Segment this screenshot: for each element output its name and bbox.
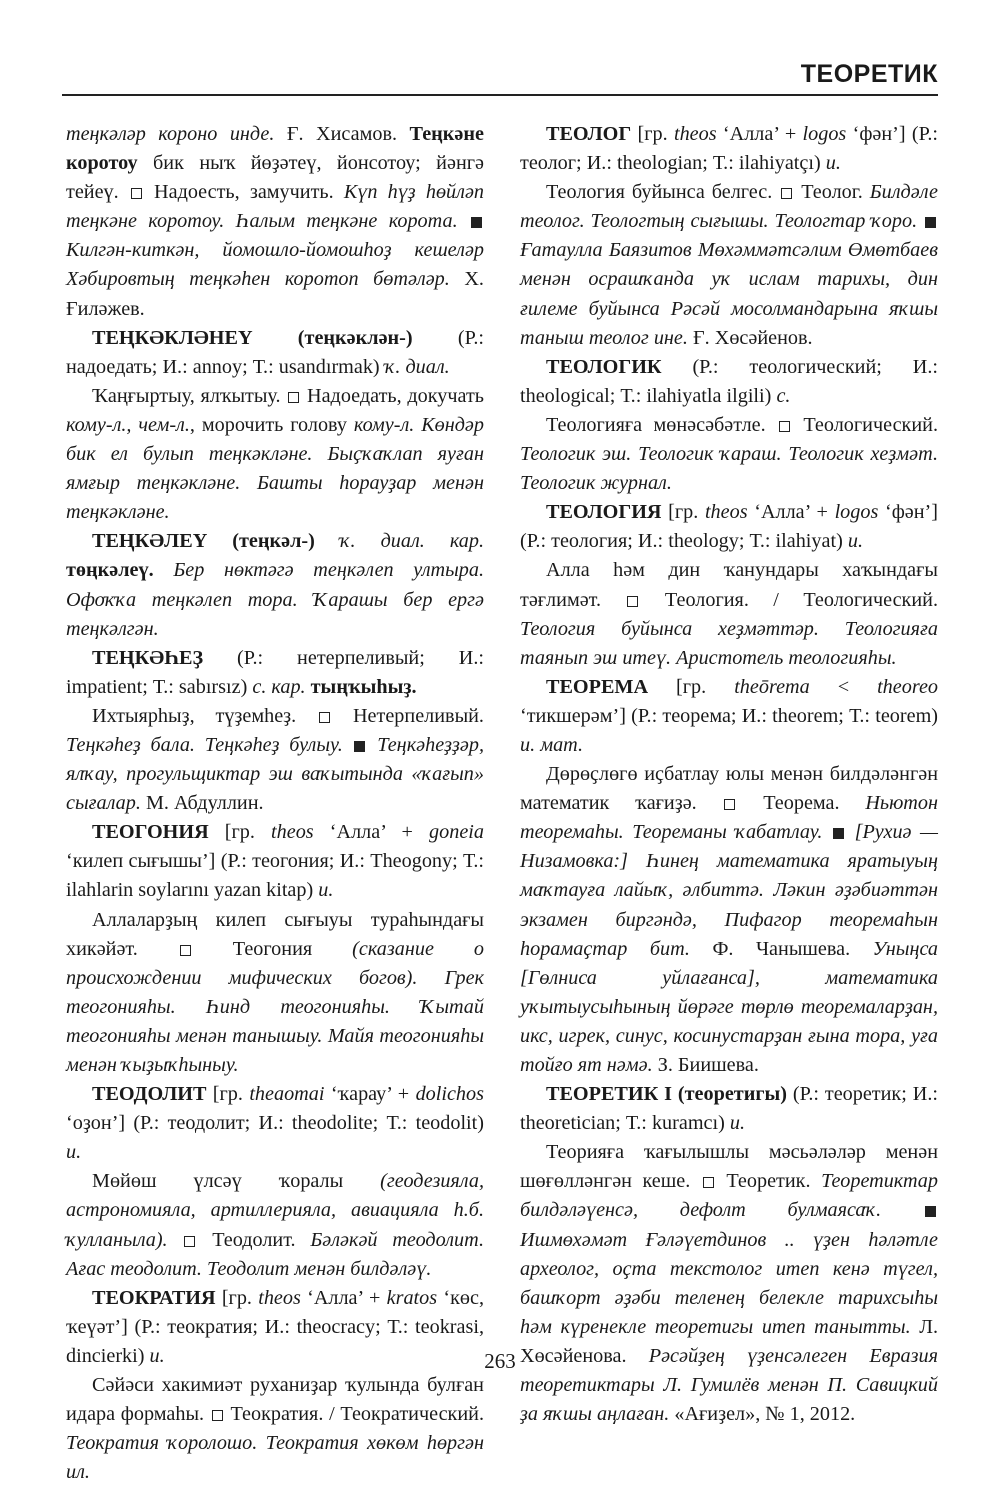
- italic-text: logos: [834, 501, 879, 524]
- text-span: «Ағиҙел», № 1, 2012.: [669, 1403, 856, 1426]
- text-span: Алла һәм дин ҡанундары хаҡындағы тәғлимәт.: [520, 559, 938, 611]
- right-column: [520, 120, 938, 1429]
- text-span: Теологияға мөнәсәбәтле.: [546, 413, 778, 436]
- headword: ТЕОРЕТИК I (теоретигы): [546, 1083, 787, 1106]
- italic-text: Билдәле теолог. Теологтың сығышы. Теологтар ҡоро.: [520, 181, 938, 233]
- text-span: Теодолит.: [197, 1228, 311, 1251]
- italic-text: Күп һүҙ һөйләп теңкәне коротоу. Һалым теңкәне корота.: [66, 181, 484, 233]
- text-span: [гр.: [648, 675, 735, 698]
- filled-square-icon: [354, 741, 365, 752]
- italic-text: Ньютон теоремаһы. Теореманы ҡабатлау.: [520, 792, 938, 844]
- text-span: Теология. / Теологический.: [640, 588, 939, 611]
- dictionary-paragraph: [520, 760, 938, 1080]
- text-span: ‘килеп сығышы’] (Р.: теогония; И.: Theogony; Т.: ilahlarin soylarını yazan kitap): [66, 850, 484, 902]
- italic-text: Рәсәйҙең үҙенсәлеген Евразия теоретиктары Л. Гумилёв менән П. Савицкий ҙа яҡшы аңлаған.: [520, 1344, 938, 1426]
- filled-square-icon: [833, 828, 844, 839]
- text-span: (Р.: нетерпеливый; И.: impatient; Т.: sabırsız): [66, 646, 484, 698]
- text-span: Теологический.: [792, 413, 939, 436]
- text-span: [315, 530, 340, 552]
- text-span: (Р.: надоедать; И.: annoy; Т.: usandırmak): [66, 326, 484, 378]
- italic-text: с. кар.: [252, 675, 306, 698]
- filled-square-icon: [925, 217, 936, 228]
- text-span: ‘оҙон’] (Р.: теодолит; И.: theodolite; Т.: teodolit): [66, 1112, 484, 1135]
- text-span: Теолог.: [794, 181, 870, 204]
- text-span: [168, 1229, 183, 1251]
- italic-text: Теңкәһеҙҙәр, ялҡау, прогульщиктар эш ваҡытында «ҡағып» сығалар.: [66, 733, 485, 815]
- filled-square-icon: [925, 1206, 936, 1217]
- text-span: Х. Ғиләжев.: [66, 268, 484, 320]
- headword: ТЕОГОНИЯ: [92, 821, 209, 844]
- dictionary-paragraph: [66, 818, 484, 905]
- open-square-icon: [184, 1236, 195, 1247]
- dictionary-paragraph: [520, 353, 938, 411]
- dictionary-paragraph: [66, 382, 484, 527]
- italic-text: theos: [673, 123, 717, 145]
- dictionary-paragraph: [520, 673, 938, 760]
- text-span: Надоедать, докучать: [301, 384, 484, 407]
- dictionary-paragraph: [66, 702, 484, 818]
- text-span: бик ныҡ йөҙәтеү, йонсотоу; йәнгә тейеү.: [66, 152, 484, 204]
- text-span: [343, 734, 353, 756]
- text-span: ‘ҡарау’ +: [324, 1083, 416, 1106]
- dictionary-paragraph: [66, 324, 484, 382]
- text-span: Нетерпеливый.: [332, 704, 484, 727]
- header-rule: [62, 94, 938, 96]
- open-square-icon: [131, 188, 142, 199]
- italic-text: кому-л. Көндәр бик ел булып теңкәкләне. Быҫҡаҡлап яуған ямғыр теңкәкләне. Башты һорауҙар менән теңкәкләне.: [66, 413, 484, 524]
- text-span: Теократия. / Теократический.: [224, 1403, 485, 1426]
- dictionary-paragraph: [520, 411, 938, 498]
- text-span: Теология буйынса белгес.: [546, 181, 780, 204]
- headword: ТЕОЛОГ: [546, 123, 632, 145]
- dictionary-paragraph: [66, 1167, 484, 1283]
- text-span: [гр.: [215, 1286, 259, 1309]
- dictionary-paragraph: [520, 178, 938, 353]
- dictionary-paragraph: [520, 498, 938, 556]
- text-span: Л. Хөсәйенова.: [520, 1315, 938, 1367]
- text-span: Мөйөш үлсәү ҡоралы: [92, 1170, 381, 1193]
- open-square-icon: [703, 1177, 714, 1188]
- italic-text: Ғатаулла Баязитов Мөхәммәтсәлим Өмөтбаев менән осрашҡанда уҡ ислам тарихы, дин ғилеме буйынса Рәсәй мосолмандарына яҡшы таныш теолог ине.: [520, 239, 938, 349]
- italic-text: Теологик эш. Теологик ҡараш. Теологик хеҙмәт. Теологик журнал.: [520, 443, 938, 495]
- text-span: (Р.: теоретик; И.: theoretician; Т.: kuramcı): [520, 1083, 938, 1135]
- italic-text: [Рухиә — Низамовка:] Һинең математика яратыуың маҡтауға лайыҡ, әлбиттә. Ләкин әҙәбиәттән экзамен биргәндә, Пифагор теоремаһын һорамаҫтар бит.: [520, 821, 939, 960]
- italic-text: кому-л., чем-л.: [66, 413, 190, 436]
- dictionary-paragraph: [66, 644, 484, 702]
- headword: ТЕОДОЛИТ: [92, 1083, 207, 1106]
- headword: төңкәлеү.: [66, 559, 154, 582]
- headword: ТЕОКРАТИЯ: [92, 1286, 216, 1309]
- italic-text: theoreo: [877, 675, 938, 698]
- open-square-icon: [319, 712, 330, 723]
- italic-text: Бәләкәй теодолит. Ағас теодолит. Теодолит менән билдәләү.: [66, 1228, 484, 1280]
- text-span: ‘Алла’ +: [716, 123, 803, 145]
- text-span: [881, 1199, 923, 1221]
- text-span: Аллаларҙың килеп сығыуы тураһындағы хикәйәт.: [66, 908, 484, 960]
- text-span: [154, 559, 174, 581]
- text-span: Ф. Чанышева.: [689, 937, 873, 960]
- text-span: , морочить голову: [189, 413, 354, 436]
- italic-text: theos: [258, 1286, 301, 1309]
- headword: ТЕОЛОГИК: [546, 355, 662, 378]
- italic-text: Теократия ҡоролошо. Теократия хөкөм һөргән ил.: [66, 1432, 484, 1484]
- italic-text: Уныңса [Гөлниса уйлағанса], математика уҡытыусыһының йөрәге төрлө теоремаларҙан, икс, игрек, синус, косинустарҙан ғына тора, уға тойғо ят нәмә.: [520, 937, 938, 1076]
- filled-square-icon: [471, 217, 482, 228]
- running-head: ТЕОРЕТИК: [800, 60, 938, 88]
- italic-text: ҡ. диал. кар.: [339, 530, 484, 553]
- text-span: ‘фән’] (Р.: теолог; И.: theologian; Т.: ilahiyatçı): [520, 123, 938, 175]
- open-square-icon: [779, 421, 790, 432]
- page-number: 263: [484, 1349, 516, 1373]
- headword: тыңҡыһыҙ.: [310, 675, 417, 698]
- text-span: [гр.: [661, 501, 705, 524]
- text-span: [822, 821, 831, 843]
- italic-text: Теоретиктар билдәләүенсә, дефолт булмаясаҡ.: [520, 1170, 938, 1222]
- open-square-icon: [212, 1410, 223, 1421]
- italic-text: и. мат.: [520, 733, 584, 756]
- dictionary-paragraph: [520, 120, 938, 178]
- text-span: ‘Алла’ +: [313, 821, 430, 844]
- text-span: З. Биишева.: [652, 1054, 759, 1076]
- italic-text: теңкәләр короно инде.: [66, 123, 275, 145]
- text-span: ‘Алла’ +: [747, 501, 835, 524]
- italic-text: и.: [847, 530, 863, 553]
- dictionary-paragraph: [66, 906, 484, 1081]
- text-span: ‘тикшерәм’] (Р.: теорема; И.: theorem; Т.: teorem): [520, 704, 938, 727]
- open-square-icon: [288, 392, 299, 403]
- text-span: Ихтыярһыҙ, түҙемһеҙ.: [92, 704, 318, 727]
- text-span: Теорияға ҡағылышлы мәсьәләләр менән шөғөлләнгән кеше.: [520, 1141, 938, 1193]
- text-span: (Р.: теологический; И.: theological; Т.: ilahiyatla ilgili): [520, 355, 938, 407]
- headword: Теңкәне коротоу: [66, 123, 484, 175]
- text-span: Сәйәси хакимиәт руханиҙар ҡулында булған идара формаһы.: [66, 1374, 484, 1426]
- text-span: Теоретик.: [715, 1170, 822, 1193]
- text-span: Теорема.: [737, 792, 866, 815]
- text-span: Ҡаңғыртыу, ялҡытыу.: [92, 384, 287, 407]
- italic-text: Ишмөхәмәт Ғәләүетдинов .. үҙен һәләтле археолог, оҫта текстолог итеп кенә түгел, башҡорт әҙәби теленең белекле тарихсыһы һәм күренекле теоретигы итеп танытты.: [520, 1228, 938, 1338]
- italic-text: Теңкәһеҙ бала. Теңкәһеҙ булыу.: [66, 733, 343, 756]
- italic-text: Килгән-киткән, йомошло-йомошһоҙ кешеләр Хәбировтың теңкәһен коротоп бөтәләр.: [66, 239, 484, 291]
- italic-text: и.: [318, 879, 334, 902]
- headword: ТЕҢКӘЛЕҮ (теңкәл-): [92, 530, 315, 553]
- italic-text: theos: [271, 821, 314, 844]
- italic-text: и.: [149, 1344, 165, 1367]
- dictionary-paragraph: [66, 527, 484, 643]
- italic-text: theos: [704, 501, 748, 524]
- italic-text: и.: [729, 1112, 745, 1135]
- italic-text: Теология буйынса хеҙмәттәр. Теологияға таянып эш итеү. Аристотель теологияһы.: [520, 617, 938, 669]
- dictionary-paragraph: [66, 1080, 484, 1167]
- dictionary-paragraph: [520, 556, 938, 672]
- italic-text: ҡ. диал.: [384, 355, 450, 378]
- dictionary-paragraph: [520, 1138, 938, 1429]
- italic-text: и.: [825, 152, 841, 175]
- headword: ТЕОЛОГИЯ: [546, 501, 662, 524]
- text-span: [367, 734, 377, 756]
- dictionary-paragraph: [66, 1371, 484, 1487]
- text-span: Надоесть, замучить.: [143, 181, 344, 204]
- text-span: [458, 210, 469, 232]
- italic-text: (геодезияла, астрономияла, артиллерияла, авиацияла һ.б. ҡулланыла).: [66, 1170, 484, 1251]
- italic-text: theōrema: [734, 675, 810, 698]
- text-span: Ғ. Хисамов.: [274, 123, 410, 145]
- italic-text: theaomai: [249, 1083, 325, 1106]
- text-span: [846, 821, 855, 843]
- text-span: Теогония: [192, 937, 353, 960]
- open-square-icon: [724, 799, 735, 810]
- dictionary-paragraph: [520, 1080, 938, 1138]
- italic-text: (сказание о происхождении мифических богов). Грек теогонияһы. Һинд теогонияһы. Ҡытай теогонияһы менән танышыу. Майя теогонияһы менән ҡыҙыҡһыныу.: [66, 937, 484, 1076]
- open-square-icon: [781, 188, 792, 199]
- italic-text: goneia: [429, 821, 484, 844]
- text-span: [гр.: [631, 123, 674, 145]
- text-span: [гр.: [208, 821, 272, 844]
- text-span: М. Абдуллин.: [140, 792, 264, 815]
- text-span: [917, 210, 923, 232]
- italic-text: dolichos: [415, 1083, 484, 1106]
- text-span: <: [809, 675, 878, 698]
- italic-text: logos: [802, 123, 847, 145]
- headword: ТЕОРЕМА: [546, 675, 649, 698]
- headword: ТЕҢКӘҺЕҘ: [92, 646, 204, 669]
- text-span: Ғ. Хөсәйенов.: [687, 326, 813, 349]
- text-span: ‘фән’] (Р.: теология; И.: theology; Т.: ilahiyat): [520, 501, 938, 553]
- italic-text: с.: [776, 384, 791, 407]
- italic-text: Бер нөктәгә теңкәлеп ултыра. Офоҡҡа теңкәлеп тора. Ҡарашы бер ергә теңкәлгән.: [66, 559, 484, 640]
- open-square-icon: [627, 596, 638, 607]
- headword: ТЕҢКӘКЛӘНЕҮ (теңкәклән-): [92, 326, 413, 349]
- text-span: [гр.: [206, 1083, 250, 1106]
- left-column: [66, 120, 484, 1487]
- italic-text: kratos: [386, 1286, 438, 1309]
- text-span: ‘көс, ҡеүәт’] (Р.: теократия; И.: theocracy; Т.: teokrasi, dincierki): [66, 1286, 484, 1367]
- text-span: Дөрөҫлөгө иҫбатлау юлы менән билдәләнгән математик ҡағиҙә.: [520, 763, 938, 815]
- dictionary-paragraph: [66, 120, 484, 324]
- open-square-icon: [180, 945, 191, 956]
- text-span: ‘Алла’ +: [300, 1286, 387, 1309]
- italic-text: и.: [66, 1141, 82, 1164]
